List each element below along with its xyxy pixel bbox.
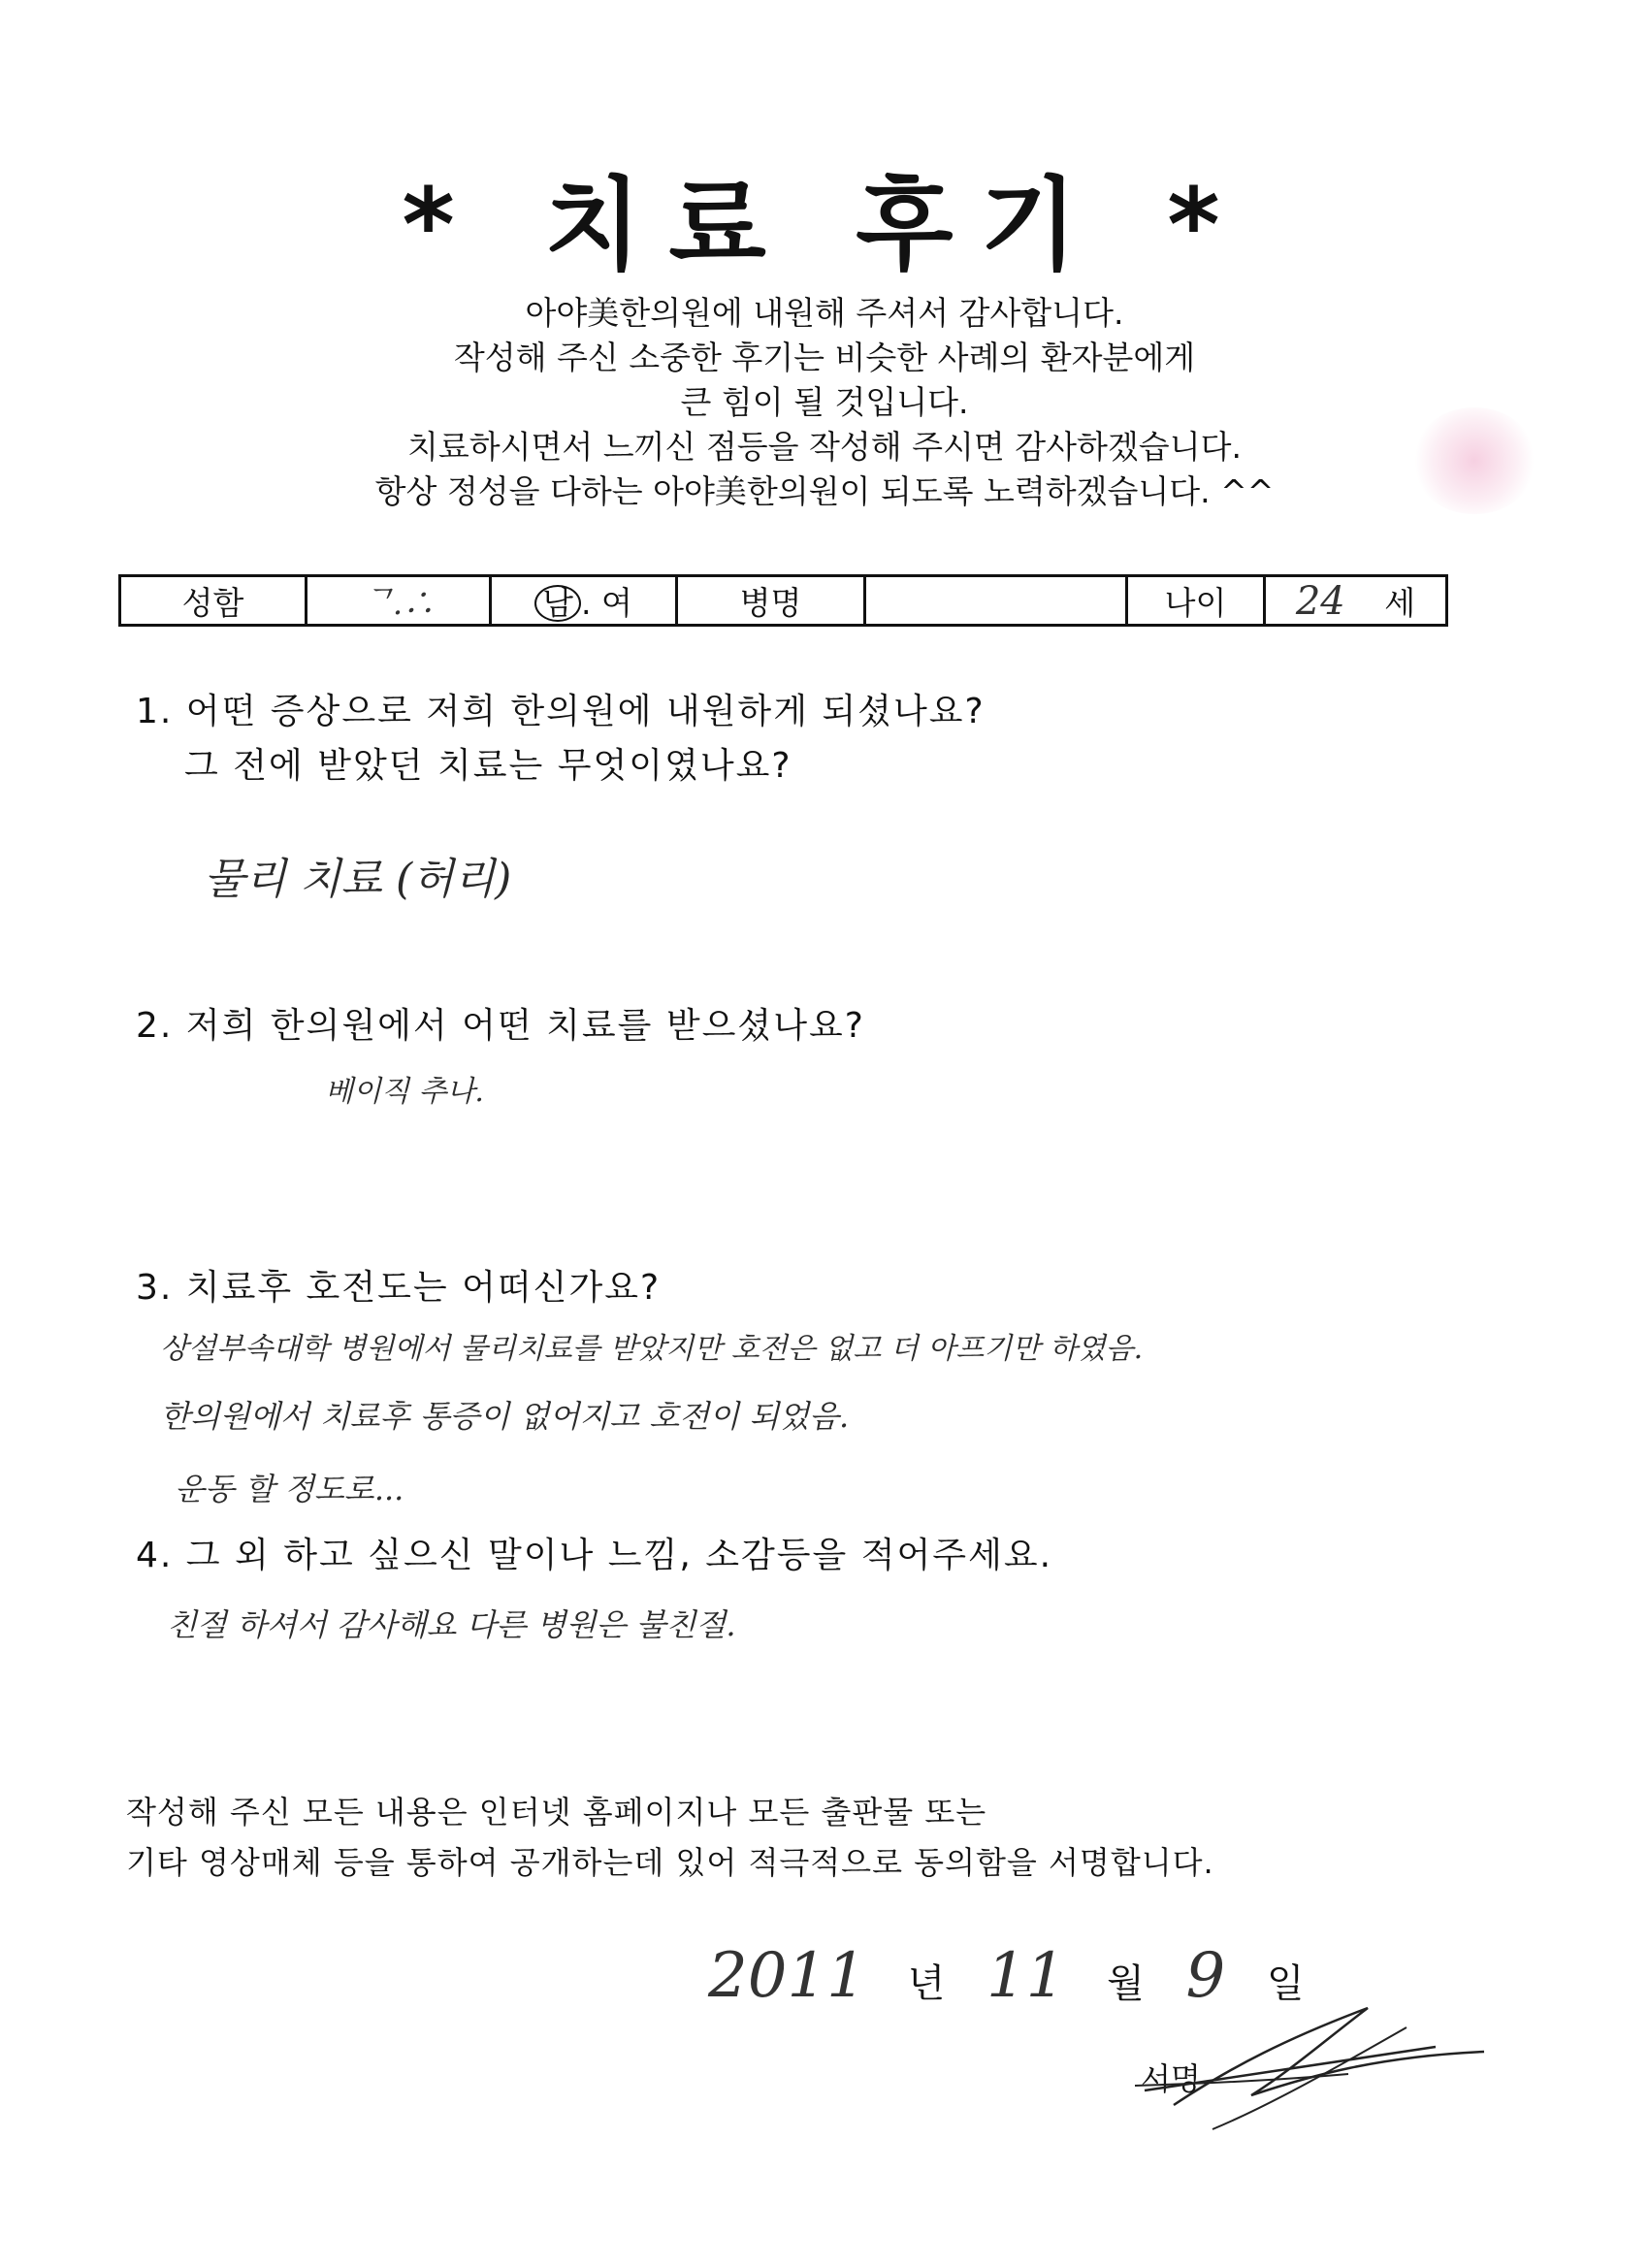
consent-line: 작성해 주신 모든 내용은 인터넷 홈페이지나 모든 출판물 또는 [126, 1794, 987, 1831]
answer-3-line-1[interactable]: 상설부속대학 병원에서 물리치료를 받았지만 호전은 없고 더 아프기만 하였음. [160, 1332, 1144, 1366]
answer-1[interactable]: 물리 치료 (허리) [204, 855, 512, 904]
date-year-unit: 년 [907, 1961, 946, 2006]
question-3 [136, 1261, 661, 1315]
age-value[interactable]: 24 [1295, 578, 1345, 624]
intro-line: 아야美한의원에 내원해 주셔서 감사합니다. [525, 294, 1124, 332]
age-label: 나이 [1127, 576, 1265, 626]
age-unit: 세 [1384, 583, 1416, 622]
answer-2[interactable]: 베이직 추나. [325, 1075, 484, 1109]
gender-male-circled[interactable]: 남 [534, 585, 581, 622]
consent-line: 기타 영상매체 등을 통하여 공개하는데 있어 적극적으로 동의함을 서명합니다. [126, 1844, 1214, 1881]
form-title: * 치료 후기 * [402, 166, 1247, 284]
intro-line: 항상 정성을 다하는 아야美한의원이 되도록 노력하겠습니다. ^^ [374, 472, 1275, 510]
name-label: 성함 [120, 576, 307, 626]
date-day-unit: 일 [1266, 1961, 1305, 2006]
gender-cell[interactable] [491, 576, 677, 626]
question-2-line-1: 2. 저희 한의원에서 어떤 치료를 받으셨나요? [136, 1006, 865, 1046]
question-4 [136, 1529, 1052, 1583]
answer-3-line-2[interactable]: 한의원에서 치료후 통증이 없어지고 호전이 되었음. [160, 1398, 850, 1435]
intro-line: 작성해 주신 소중한 후기는 비슷한 사례의 환자분에게 [453, 339, 1196, 376]
gender-female[interactable]: . 여 [581, 583, 632, 622]
handwritten-signature[interactable] [1116, 1998, 1504, 2134]
signature-label: 서명 [1141, 2060, 1201, 2097]
question-1 [136, 685, 986, 794]
date-day[interactable]: 9 [1185, 1940, 1226, 2012]
intro-line: 치료하시면서 느끼신 점등을 작성해 주시면 감사하겠습니다. [407, 428, 1242, 466]
question-4-line-1: 4. 그 외 하고 싶으신 말이나 느낌, 소감등을 적어주세요. [136, 1536, 1053, 1575]
intro-line: 큰 힘이 될 것입니다. [680, 383, 969, 421]
age-cell[interactable] [1265, 576, 1447, 626]
question-1-line-2: 그 전에 받았던 치료는 무엇이였나요? [184, 746, 792, 786]
name-value[interactable]: ᄀ.∴ [307, 576, 491, 626]
consent-statement [126, 1787, 1214, 1888]
question-1-line-1: 1. 어떤 증상으로 저희 한의원에 내원하게 되셨나요? [136, 692, 986, 731]
question-2 [136, 999, 865, 1053]
date-month-unit: 월 [1107, 1961, 1145, 2006]
date-year[interactable]: 2011 [708, 1940, 866, 2012]
intro-text [0, 291, 1649, 514]
disease-label: 병명 [677, 576, 865, 626]
question-3-line-1: 3. 치료후 호전도는 어떠신가요? [136, 1268, 662, 1308]
answer-3-line-3[interactable]: 운동 할 정도로... [175, 1471, 404, 1507]
patient-info-table [118, 574, 1448, 627]
answer-4[interactable]: 친절 하셔서 감사해요 다른 병원은 불친절. [167, 1606, 736, 1643]
date-month[interactable]: 11 [986, 1940, 1066, 2012]
disease-value[interactable] [865, 576, 1127, 626]
